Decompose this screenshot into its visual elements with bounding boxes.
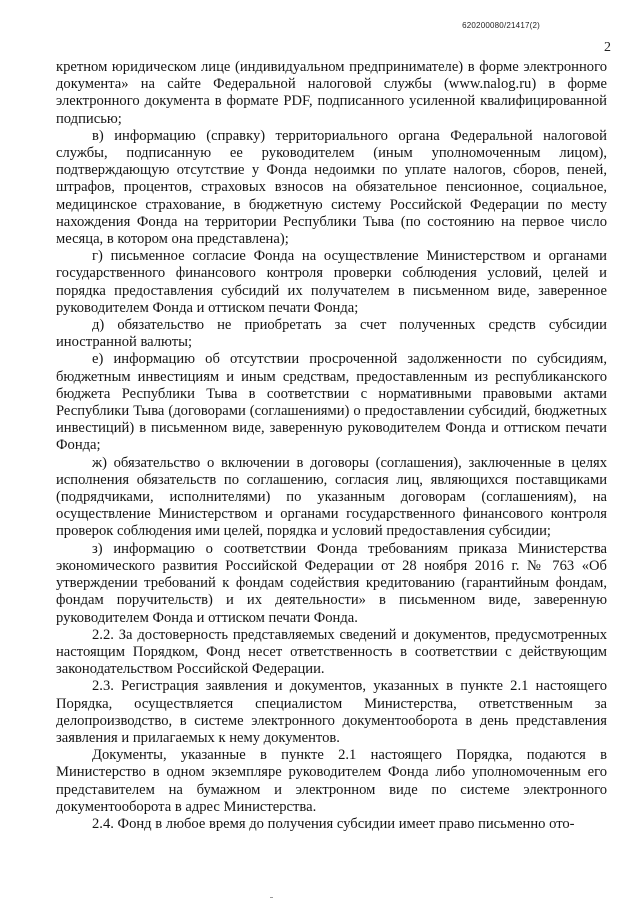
document-code: 620200080/21417(2)	[462, 21, 540, 30]
paragraph-section-2-4: 2.4. Фонд в любое время до получения субсидии имеет право письменно ото-	[92, 815, 575, 832]
paragraph-continuation: кретном юридическом лице (индивидуальном предпринимателе) в форме электронного документа» на сайте Федеральной налоговой службы (www.nalog.ru) в форме электронного документа в формате PDF, подписанного усиленной квалифицированной подписью;	[56, 59, 607, 127]
paragraph-section-2-2: 2.2. За достоверность представляемых сведений и документов, предусмотренных настоящим Порядком, Фонд несет ответственность в соответствии с действующим законодательством Российской Федерации.	[56, 626, 607, 678]
page-number: 2	[604, 40, 611, 55]
paragraph-item-e: е) информацию об отсутствии просроченной задолженности по субсидиям, бюджетным инвестициям и иным средствам, предоставленным из республиканского бюджета Республики Тыва в соответствии с нормативными правовыми актами Республики Тыва (договорами (соглашениями) о предоставлении субсидий, бюджетных инвестиций) в письменном виде, заверенную руководителем Фонда и оттиском печати Фонда;	[56, 351, 607, 454]
document-body	[56, 59, 607, 833]
paragraph-section-2-3: 2.3. Регистрация заявления и документов, указанных в пункте 2.1 настоящего Порядка, осуществляется специалистом Министерства, ответственным за делопроизводство, в системе электронного документооборота в день представления заявления и прилагаемых к нему документов.	[56, 678, 607, 746]
paragraph-documents-submission: Документы, указанные в пункте 2.1 настоящего Порядка, подаются в Министерство в одном экземпляре руководителем Фонда либо уполномоченным его представителем на бумажном и электронном виде по системе электронного документооборота в адрес Министерства.	[56, 747, 607, 815]
paragraph-item-zh: ж) обязательство о включении в договоры (соглашения), заключенные в целях исполнения обязательств по соглашению, согласия лиц, являющихся поставщиками (подрядчиками, исполнителями) по указанным договорам (соглашениям), на осуществление Министерством и органами государственного финансового контроля проверок соблюдения ими целей, порядка и условий предоставления субсидии;	[56, 454, 607, 540]
paragraph-item-v: в) информацию (справку) территориального органа Федеральной налоговой службы, подписанную ее руководителем (иным уполномоченным лицом), подтверждающую отсутствие у Фонда недоимки по уплате налогов, сборов, пеней, штрафов, процентов, страховых взносов на обязательное пенсионное, социальное, медицинское страхование, в бюджетную систему Российской Федерации по месту нахождения Фонда на территории Республики Тыва (по состоянию на первое число месяца, в котором она представлена);	[56, 127, 607, 248]
scan-artifact	[270, 897, 273, 898]
paragraph-item-d: д) обязательство не приобретать за счет полученных средств субсидии иностранной валюты;	[56, 317, 607, 351]
paragraph-item-z: з) информацию о соответствии Фонда требованиям приказа Министерства экономического развития Российской Федерации от 28 ноября 2016 г. № 763 «Об утверждении требований к фондам содействия кредитованию (гарантийным фондам, фондам поручительств) и их деятельности» в письменном виде, заверенную руководителем Фонда и оттиском печати Фонда.	[56, 540, 607, 626]
paragraph-item-g: г) письменное согласие Фонда на осуществление Министерством и органами государственного финансового контроля проверки соблюдения условий, целей и порядка предоставления субсидий их получателем в письменном виде, заверенное руководителем Фонда и оттиском печати Фонда;	[56, 248, 607, 316]
